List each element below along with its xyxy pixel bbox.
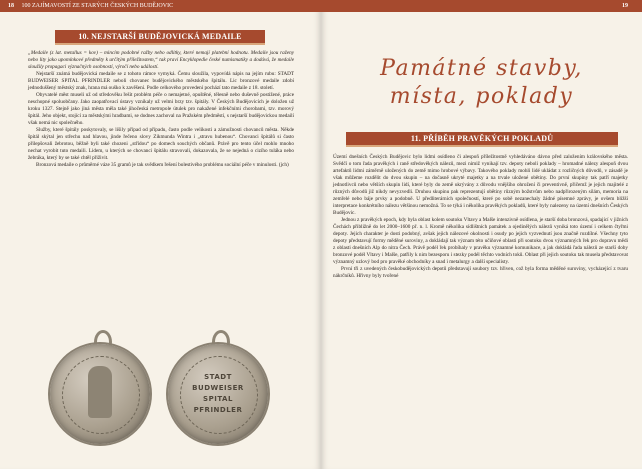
medal-text-line: BUDWEISER <box>192 384 244 392</box>
article-body-right <box>333 154 628 280</box>
chapter-title <box>351 55 612 111</box>
chapter-title-line: místa, poklady <box>389 84 574 109</box>
paragraph: Jednou z pravěkých epoch, kdy byla oblast kolem soutoku Vltavy a Malše intenzivně osídlena, je starší doba bronzová, spadající v jižních Čechách přibližně do let 2000–1600 př. n. l. Kromě několika sídlištních památek a ojedinělých nálezů vyniká toto území i celkem čtyřmi depoty. Jejich charakter je dosti podobný, avšak jejich nálezové okolnosti i osudy po jejich vyzvednutí jsou značně rozdílné. Všechny tyto depoty představují formy měděné suroviny, a dokládají tak význam této učiňové oblasti při soutoku dvou významných řek pro dopravu mědi z oblasti dnešních Alp do nitra Čech. Právě podél řek probíhaly v pravěku významné komunikace, a jak dokládá řada nálezů ze starší doby bronzové podél Vltavy i Malše, patřily k nim bezesporu i stezky podél těchto vodních toků. Oblast při jejich soutoku tak musela představovat významný uzlový bod pro pravěké obchodníky a snad i metalurgy a další specialisty. <box>333 217 628 265</box>
coat-of-arms-icon <box>88 366 112 418</box>
paragraph: Obyvatelé měst museli už od středověku řešit problém péče o nemajetné, opuštěné, tělesně nebo duševně postižené, práce neschopné spoluobčany. Jako zaopatřovací ústavy vznikaly už velmi brzy tzv. špitály. V Českých Budějovicích je doložen už kroku 1327. Stejně jako jiná města měla také jihočeská metropole útulek pro nakažené infekčními chorobami, tzv. morový špitál. Jeho objekt, stojící za městskými hradbami, se dodnes zachoval na Pražském předměstí, s nejstarší budějovickou medailí však nemá nic společného. <box>28 92 294 126</box>
section-title-bar: 11. PŘÍBĚH PRAVĚKÝCH POKLADŮ <box>346 132 618 147</box>
paragraph: Území dnešních Českých Budějovic bylo lidmi osídleno či alespoň příležitostně vyhledáváno dávno před založením královského města. Svědčí o tom řada pravěkých i raně středověkých nálezů, mezi nimiž vynikají tzv. depoty neboli poklady – hromadné nálezy alespoň dvou artefaktů lidmi záměrně uložených do země mimo hrobové výbavy. Takového poklady mohli lidé ukládat z rozličných důvodů, v zásadě je však můžeme rozdělit do dvou skupin – na dočasně ukryté majetky a na trvale uložené obětiny. Do první skupiny tak patří majetky jednotlivců nebo větších skupin lidí, které byly do země ukrývány z důvodu vnějšího ohrožení či preventivně, přičemž je jejich majitelé z různých důvodů již nikdy nevyzvedli. Druhou skupinu pak reprezentují obětiny různým božstvům nebo nadpřirozeným silám, memoria na zemřelé nebo báje prvky a podobně. U předliterárních společností, které po sobě nezanechaly žádné písemné zprávy, je ovšem blížší interpretace konkrétního nálezu většinou nemožná. To se týká i několika pravěkých pokladů, které byly nalezeny na území dnešních Českých Budějovic. <box>333 154 628 216</box>
right-page <box>321 0 642 469</box>
paragraph: Bronzová medaile o průměrné váze 35 gramů je tak svědkem řešení bolestivého problému sociální péče v minulosti. (jch) <box>36 162 289 168</box>
running-head-title: 100 ZAJÍMAVOSTÍ ZE STARÝCH ČESKÝCH BUDĚJOVIC <box>21 3 174 9</box>
running-head-left <box>0 0 321 12</box>
medal-text-line: SPITAL <box>203 395 233 403</box>
medal-obverse <box>50 344 150 444</box>
running-head-right <box>321 0 642 12</box>
page-number: 19 <box>622 3 628 9</box>
paragraph: „Medaile (z lat. metallus = kov) – mincím podobné ražby nebo odlitky, které nemají platební hodnotu. Medaile jsou raženy nebo lity jako upomínkové předměty k určitým příležitostem,“ tak praví Encyklopedie české numismatiky a dodává, že medaile sloužily propagaci význačných osobností, výročí nebo událostí. <box>28 50 294 70</box>
medal-inscription <box>168 372 268 416</box>
medal-text-line: PFRINDLER <box>193 406 243 414</box>
medal-photo <box>50 330 270 450</box>
paragraph: Služby, které špitály poskytovaly, se lišily případ od případu, často podle velikosti a zámožnosti chovanců města. Někde špitál skýtal jen střechu nad hlavou, jinde řečeno slovy Zikmunda Wintra i „stravu hubenou“. Chovanci špitálů si často přilepšovali žebrotou, běžně byli také chozeni „střídou“ po domech souchých občanů. Právě pro tento účel mohlo mnoho nechat vyrobit tuto medaili. Lidem, u kterých se chovanci špitálu stravovali, dokazovala, že se nejedná o cizího tuláka nebo žebráka, který by se také chtěl přiživit. <box>28 127 294 161</box>
medal-reverse <box>168 344 268 444</box>
medal-text-line: STADT <box>204 373 232 381</box>
section-title-bar: 10. NEJSTARŠÍ BUDĚJOVICKÁ MEDAILE <box>55 30 265 45</box>
page-number: 18 <box>8 3 14 9</box>
article-body-left <box>28 50 294 169</box>
paragraph: Nejstarší známá budějovická medaile se z tohoto rámce vymyká. Čemu sloužila, vypovídá nápis na jejím rubu: STADT BUDWEISER SPITAL PFRINDLER neboli chovanec budějovického městského špitálu. Lic bronzové medaile zdobí jednoduššený městský znak, hrana má ouško k zavěšení. Podle celkového provedení pochází tato medaile z 18. století. <box>28 71 294 91</box>
chapter-title-line: Památné stavby, <box>380 56 583 81</box>
paragraph: První tři z uvedených českobudějovických depotů představují soubory tzv. hřiven, což byla forma měděné suroviny, vycházející z tvaru nákrčníků. Hřivny byly tvořené <box>333 266 628 279</box>
